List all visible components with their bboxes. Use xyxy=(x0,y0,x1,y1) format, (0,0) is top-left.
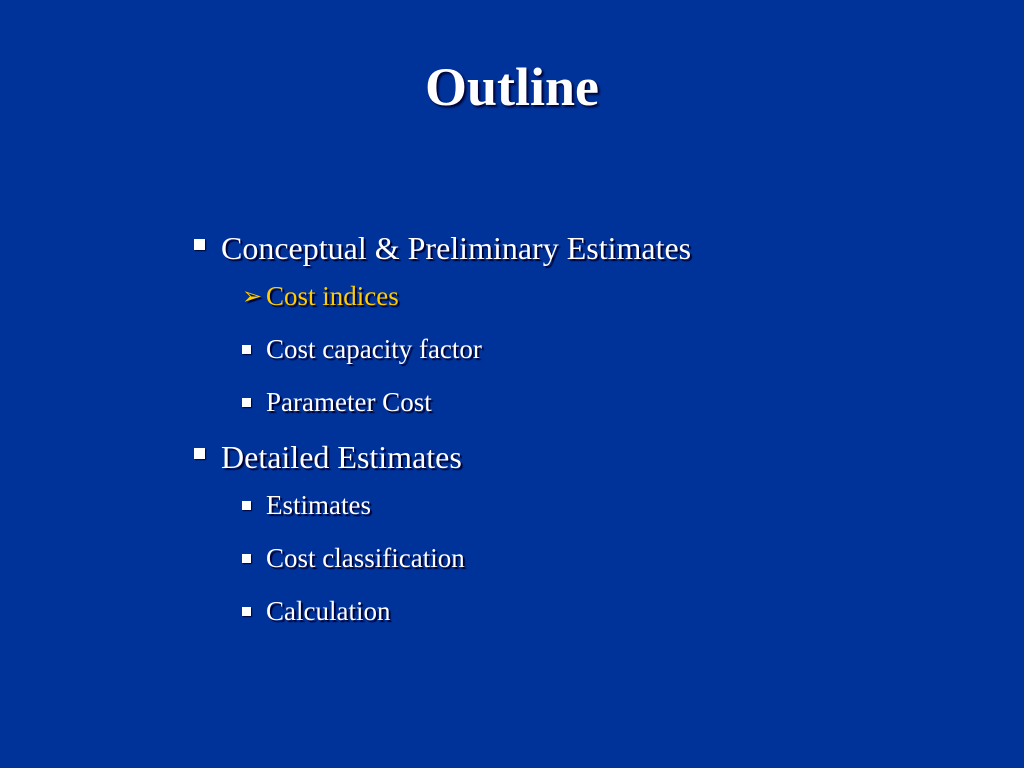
outline-list xyxy=(190,226,890,638)
outline-subitem-text: Calculation xyxy=(266,596,391,626)
square-bullet-icon xyxy=(242,501,251,510)
outline-subitem-text: Cost capacity factor xyxy=(266,334,482,364)
slide-title: Outline xyxy=(424,57,600,117)
outline-item-conceptual-preliminary-estimates xyxy=(190,226,890,270)
outline-subitem-text: Estimates xyxy=(266,490,371,520)
outline-item-text: Conceptual & Preliminary Estimates xyxy=(221,230,692,266)
outline-item-text: Detailed Estimates xyxy=(221,439,462,475)
outline-subitem-cost-indices xyxy=(190,270,890,323)
outline-subitem-text: Cost classification xyxy=(266,543,465,573)
outline-subitem-cost-classification xyxy=(190,532,890,585)
square-bullet-icon xyxy=(242,345,251,354)
outline-subitem-parameter-cost xyxy=(190,376,890,429)
outline-subitem-cost-capacity-factor xyxy=(190,323,890,376)
arrow-bullet-icon: ➢ xyxy=(242,282,263,310)
outline-subitem-text: Parameter Cost xyxy=(266,387,432,417)
square-bullet-icon xyxy=(242,554,251,563)
outline-item-detailed-estimates xyxy=(190,435,890,479)
square-bullet-icon xyxy=(242,607,251,616)
outline-subitem-text: Cost indices xyxy=(266,281,399,311)
outline-subitem-estimates xyxy=(190,479,890,532)
square-bullet-icon xyxy=(242,398,251,407)
outline-subitem-calculation xyxy=(190,585,890,638)
square-bullet-icon xyxy=(194,448,205,459)
square-bullet-icon xyxy=(194,239,205,250)
